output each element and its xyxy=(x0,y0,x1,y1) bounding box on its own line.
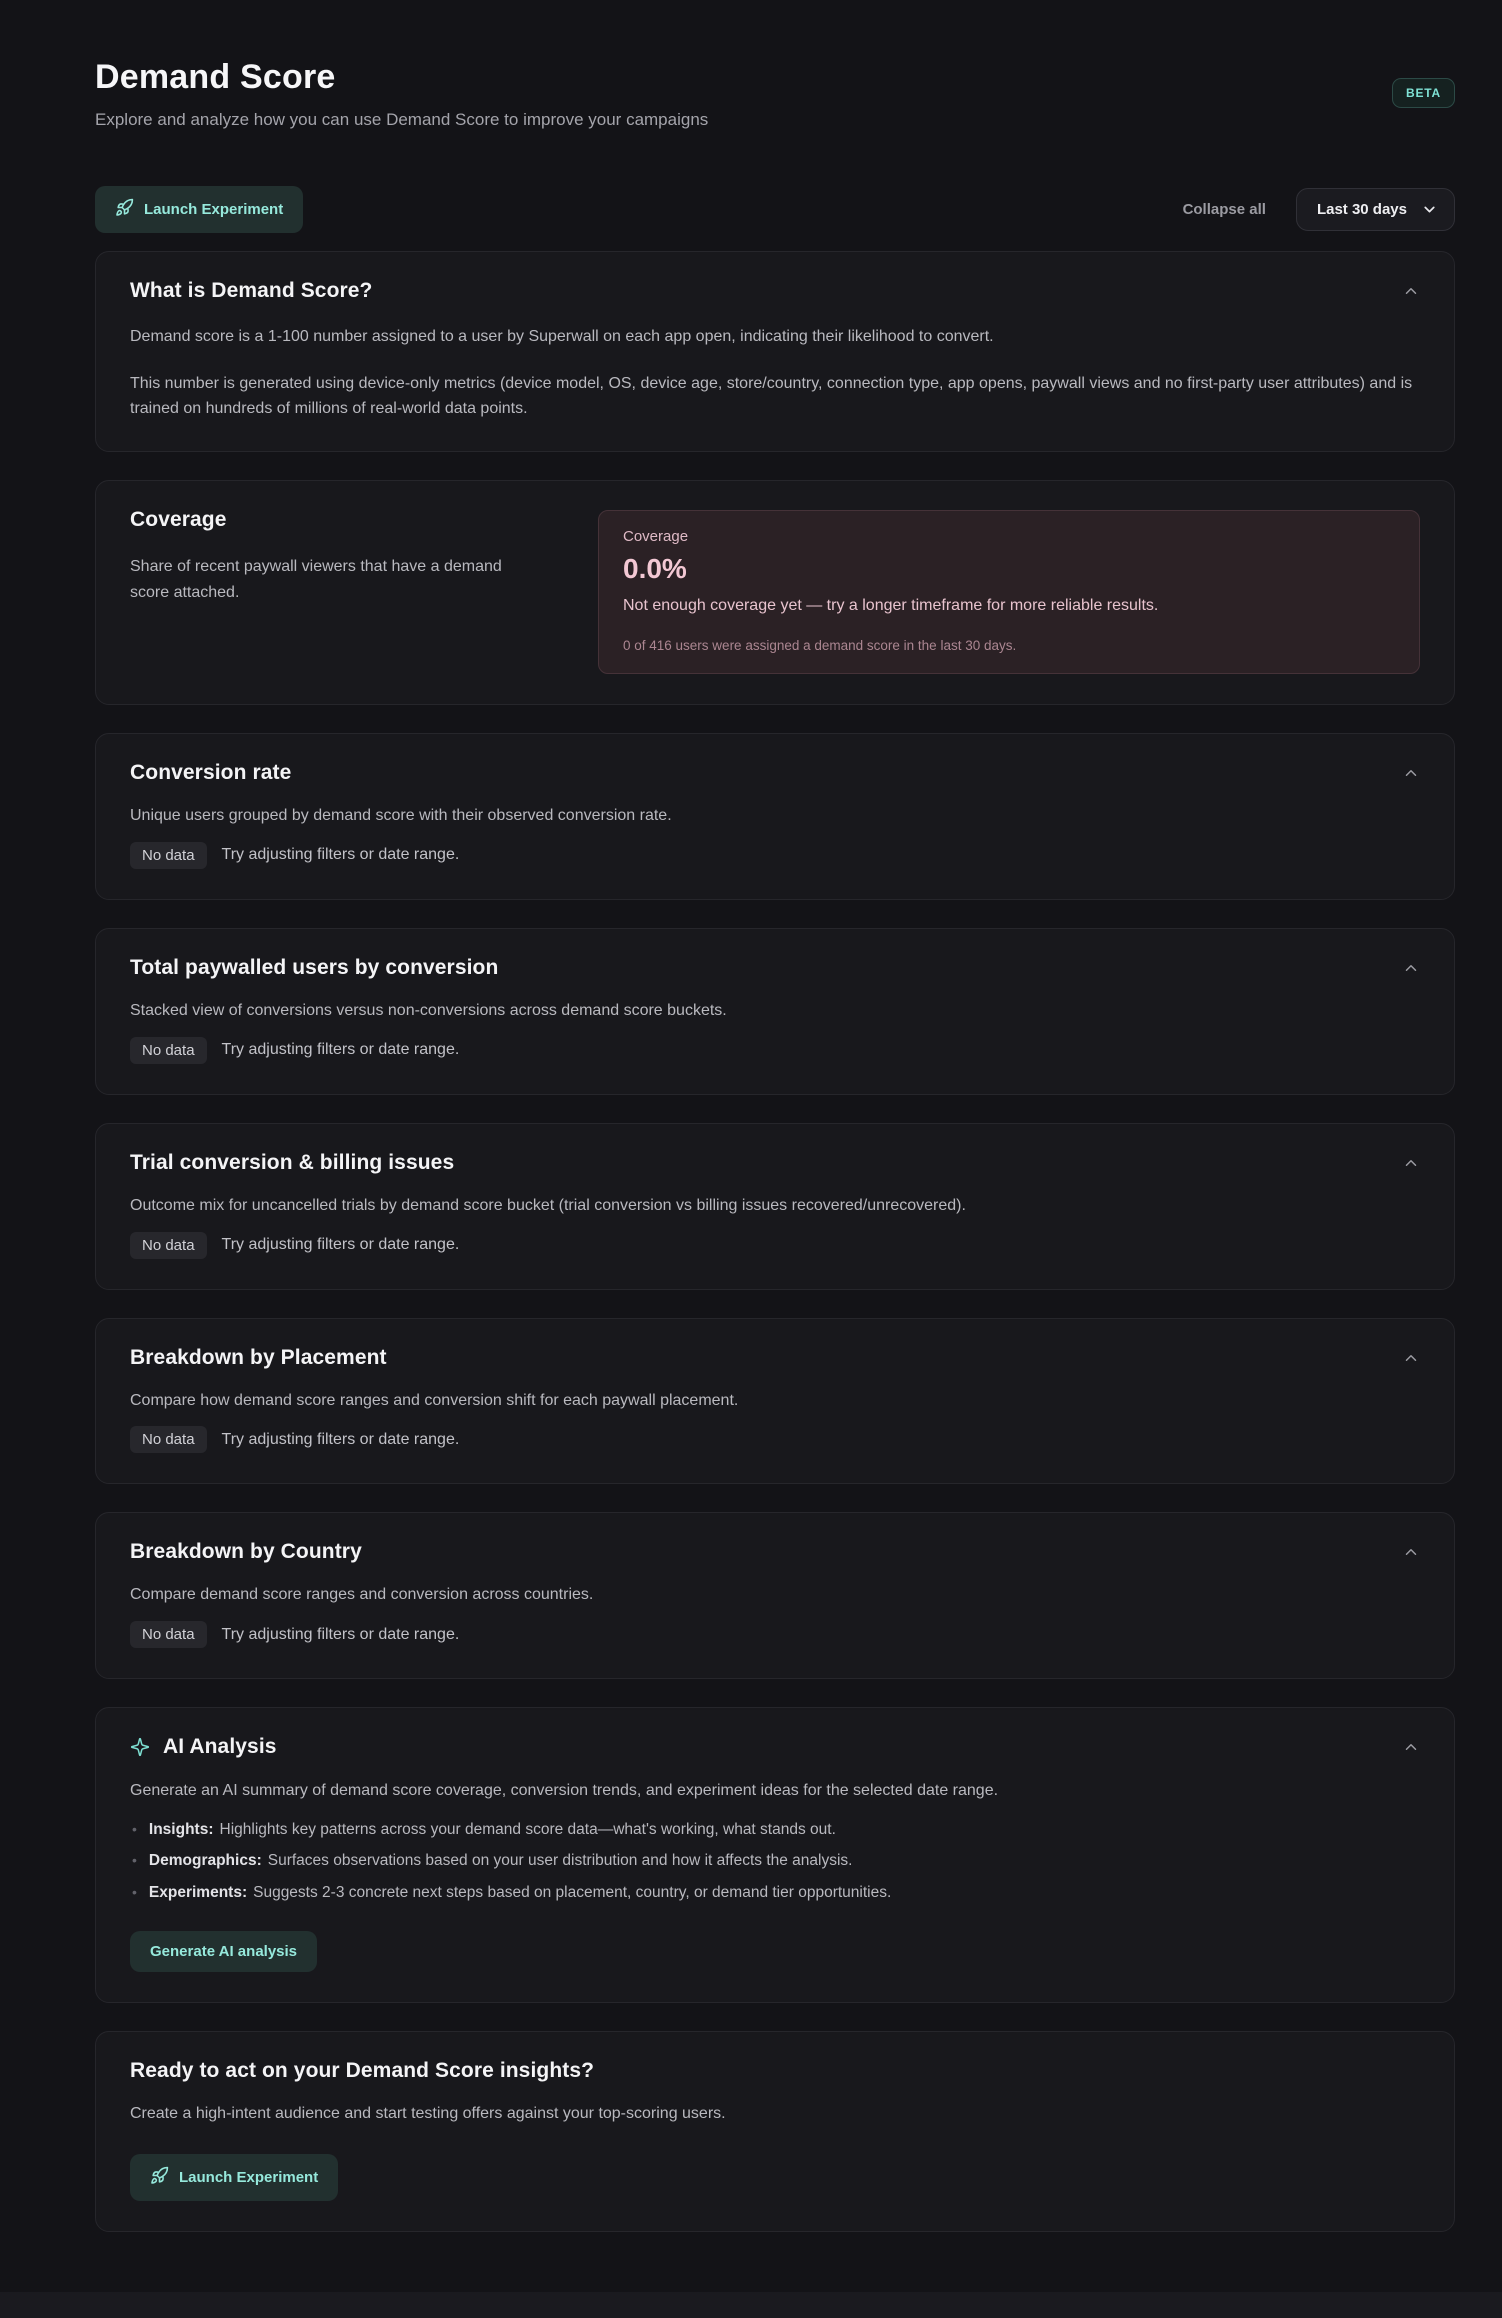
launch-experiment-button[interactable] xyxy=(130,2154,338,2201)
collapse-card-button[interactable] xyxy=(1402,1349,1420,1367)
ai-bullet-list xyxy=(130,1819,1420,1904)
no-data-badge: No data xyxy=(130,1426,207,1453)
no-data-hint: Try adjusting filters or date range. xyxy=(221,1430,460,1448)
page-header xyxy=(95,58,1455,130)
coverage-panel-label: Coverage xyxy=(623,528,689,546)
ai-bullet-experiments xyxy=(130,1882,1420,1904)
card-title: Breakdown by Placement xyxy=(130,1345,387,1369)
no-data-badge: No data xyxy=(130,1621,207,1648)
ai-title-group xyxy=(130,1735,277,1759)
ai-description: Generate an AI summary of demand score coverage, conversion trends, and experiment ideas for the selected date range. xyxy=(130,1782,999,1800)
card-title: Breakdown by Country xyxy=(130,1540,362,1564)
chevron-down-icon xyxy=(1421,201,1438,218)
collapse-card-button[interactable] xyxy=(1402,1154,1420,1172)
card-cta-ready-to-act xyxy=(95,2031,1455,2232)
coverage-warning-panel xyxy=(598,510,1420,674)
ai-bullet-label: Insights: xyxy=(148,1820,214,1838)
chevron-up-icon xyxy=(1402,288,1420,303)
sparkles-icon xyxy=(130,1737,150,1757)
collapse-card-button[interactable] xyxy=(1402,959,1420,977)
card-title: What is Demand Score? xyxy=(130,279,373,302)
card-head xyxy=(130,1346,1420,1370)
cta-title: Ready to act on your Demand Score insights? xyxy=(130,2059,595,2083)
card-coverage xyxy=(95,480,1455,705)
ai-bullet-text: Surfaces observations based on your user distribution and how it affects the analysis. xyxy=(267,1852,853,1870)
no-data-hint: Try adjusting filters or date range. xyxy=(221,1625,460,1643)
ai-bullet-text: Suggests 2-3 concrete next steps based on placement, country, or demand tier opportunities. xyxy=(253,1883,892,1901)
page-title: Demand Score xyxy=(95,58,336,96)
ai-bullet-insights xyxy=(130,1819,1420,1841)
bullet-dot: • xyxy=(132,1820,137,1837)
cta-description: Create a high-intent audience and start testing offers against your top-scoring users. xyxy=(130,2105,726,2123)
coverage-layout xyxy=(130,508,1420,674)
chevron-up-icon xyxy=(1402,1744,1420,1759)
no-data-row xyxy=(130,1037,1420,1064)
collapse-card-button[interactable] xyxy=(1402,282,1420,300)
toolbar-right xyxy=(1183,188,1455,231)
no-data-hint: Try adjusting filters or date range. xyxy=(221,846,460,864)
collapse-card-button[interactable] xyxy=(1402,764,1420,782)
coverage-description: Share of recent paywall viewers that have a demand score attached. xyxy=(130,558,502,601)
chevron-up-icon xyxy=(1402,1160,1420,1175)
rocket-icon xyxy=(150,2166,169,2189)
card-ai-analysis xyxy=(95,1707,1455,2003)
card-total-paywalled-users xyxy=(95,928,1455,1095)
bullet-dot: • xyxy=(132,1883,137,1900)
coverage-percent-value: 0.0% xyxy=(623,553,687,585)
card-title: Trial conversion & billing issues xyxy=(130,1150,455,1174)
launch-experiment-button[interactable] xyxy=(95,186,303,233)
no-data-badge: No data xyxy=(130,1232,207,1259)
ai-bullet-text: Highlights key patterns across your demand score data—what's working, what stands out. xyxy=(219,1820,836,1838)
section-description: Compare how demand score ranges and conversion shift for each paywall placement. xyxy=(130,1391,739,1409)
rocket-icon xyxy=(115,198,134,221)
coverage-left xyxy=(130,508,550,605)
generate-ai-analysis-label: Generate AI analysis xyxy=(150,1943,298,1961)
card-title: Total paywalled users by conversion xyxy=(130,955,499,979)
no-data-hint: Try adjusting filters or date range. xyxy=(221,1236,460,1254)
launch-experiment-label: Launch Experiment xyxy=(144,201,284,218)
card-head xyxy=(130,279,1420,303)
toolbar xyxy=(95,186,1455,233)
chevron-up-icon xyxy=(1402,965,1420,980)
section-description: Stacked view of conversions versus non-conversions across demand score buckets. xyxy=(130,1001,727,1019)
section-description: Outcome mix for uncancelled trials by demand score bucket (trial conversion vs billing issues recovered/unrecovered). xyxy=(130,1196,966,1214)
section-description: Compare demand score ranges and conversion across countries. xyxy=(130,1586,594,1604)
card-head xyxy=(130,1735,1420,1759)
collapse-all-button[interactable]: Collapse all xyxy=(1182,201,1266,218)
card-breakdown-placement xyxy=(95,1318,1455,1485)
no-data-row xyxy=(130,1621,1420,1648)
no-data-badge: No data xyxy=(130,1037,207,1064)
no-data-hint: Try adjusting filters or date range. xyxy=(221,1041,460,1059)
coverage-panel-footnote: 0 of 416 users were assigned a demand score in the last 30 days. xyxy=(623,638,1017,654)
card-head xyxy=(130,956,1420,980)
chevron-up-icon xyxy=(1402,1549,1420,1564)
no-data-row xyxy=(130,842,1420,869)
ai-bullet-label: Experiments: xyxy=(148,1883,248,1901)
no-data-badge: No data xyxy=(130,842,207,869)
coverage-panel-message: Not enough coverage yet — try a longer timeframe for more reliable results. xyxy=(623,597,1159,615)
card-title: Coverage xyxy=(130,508,227,532)
date-range-value: Last 30 days xyxy=(1316,201,1407,218)
bottom-band xyxy=(0,2292,1502,2318)
what-is-paragraph-2: This number is generated using device-only metrics (device model, OS, device age, store/country, connection type, app opens, paywall views and no first-party user attributes) and is trained on hundreds of millions of real-world data points. xyxy=(130,374,1413,417)
section-description: Unique users grouped by demand score with their observed conversion rate. xyxy=(130,807,672,825)
chevron-up-icon xyxy=(1402,770,1420,785)
page-header-text xyxy=(95,58,708,130)
card-trial-conversion-billing xyxy=(95,1123,1455,1290)
demand-score-page xyxy=(95,0,1455,2302)
collapse-card-button[interactable] xyxy=(1402,1738,1420,1756)
date-range-select[interactable] xyxy=(1296,188,1455,231)
card-head xyxy=(130,761,1420,785)
card-title: Conversion rate xyxy=(130,761,292,785)
card-head xyxy=(130,1540,1420,1564)
card-title: AI Analysis xyxy=(163,1735,277,1759)
no-data-row xyxy=(130,1426,1420,1453)
cards-list xyxy=(95,251,1455,2302)
what-is-paragraph-1: Demand score is a 1-100 number assigned to a user by Superwall on each app open, indicating their likelihood to convert. xyxy=(130,328,994,345)
ai-bullet-label: Demographics: xyxy=(148,1852,262,1870)
card-head xyxy=(130,1151,1420,1175)
no-data-row xyxy=(130,1232,1420,1259)
bullet-dot: • xyxy=(132,1852,137,1869)
beta-badge: BETA xyxy=(1392,78,1455,108)
chevron-up-icon xyxy=(1402,1355,1420,1370)
generate-ai-analysis-button[interactable] xyxy=(130,1931,317,1972)
collapse-card-button[interactable] xyxy=(1402,1543,1420,1561)
card-breakdown-country xyxy=(95,1512,1455,1679)
launch-experiment-label: Launch Experiment xyxy=(179,2169,319,2187)
card-conversion-rate xyxy=(95,733,1455,900)
ai-bullet-demographics xyxy=(130,1850,1420,1872)
card-what-is-demand-score xyxy=(95,251,1455,452)
page-subtitle: Explore and analyze how you can use Demand Score to improve your campaigns xyxy=(95,110,709,129)
